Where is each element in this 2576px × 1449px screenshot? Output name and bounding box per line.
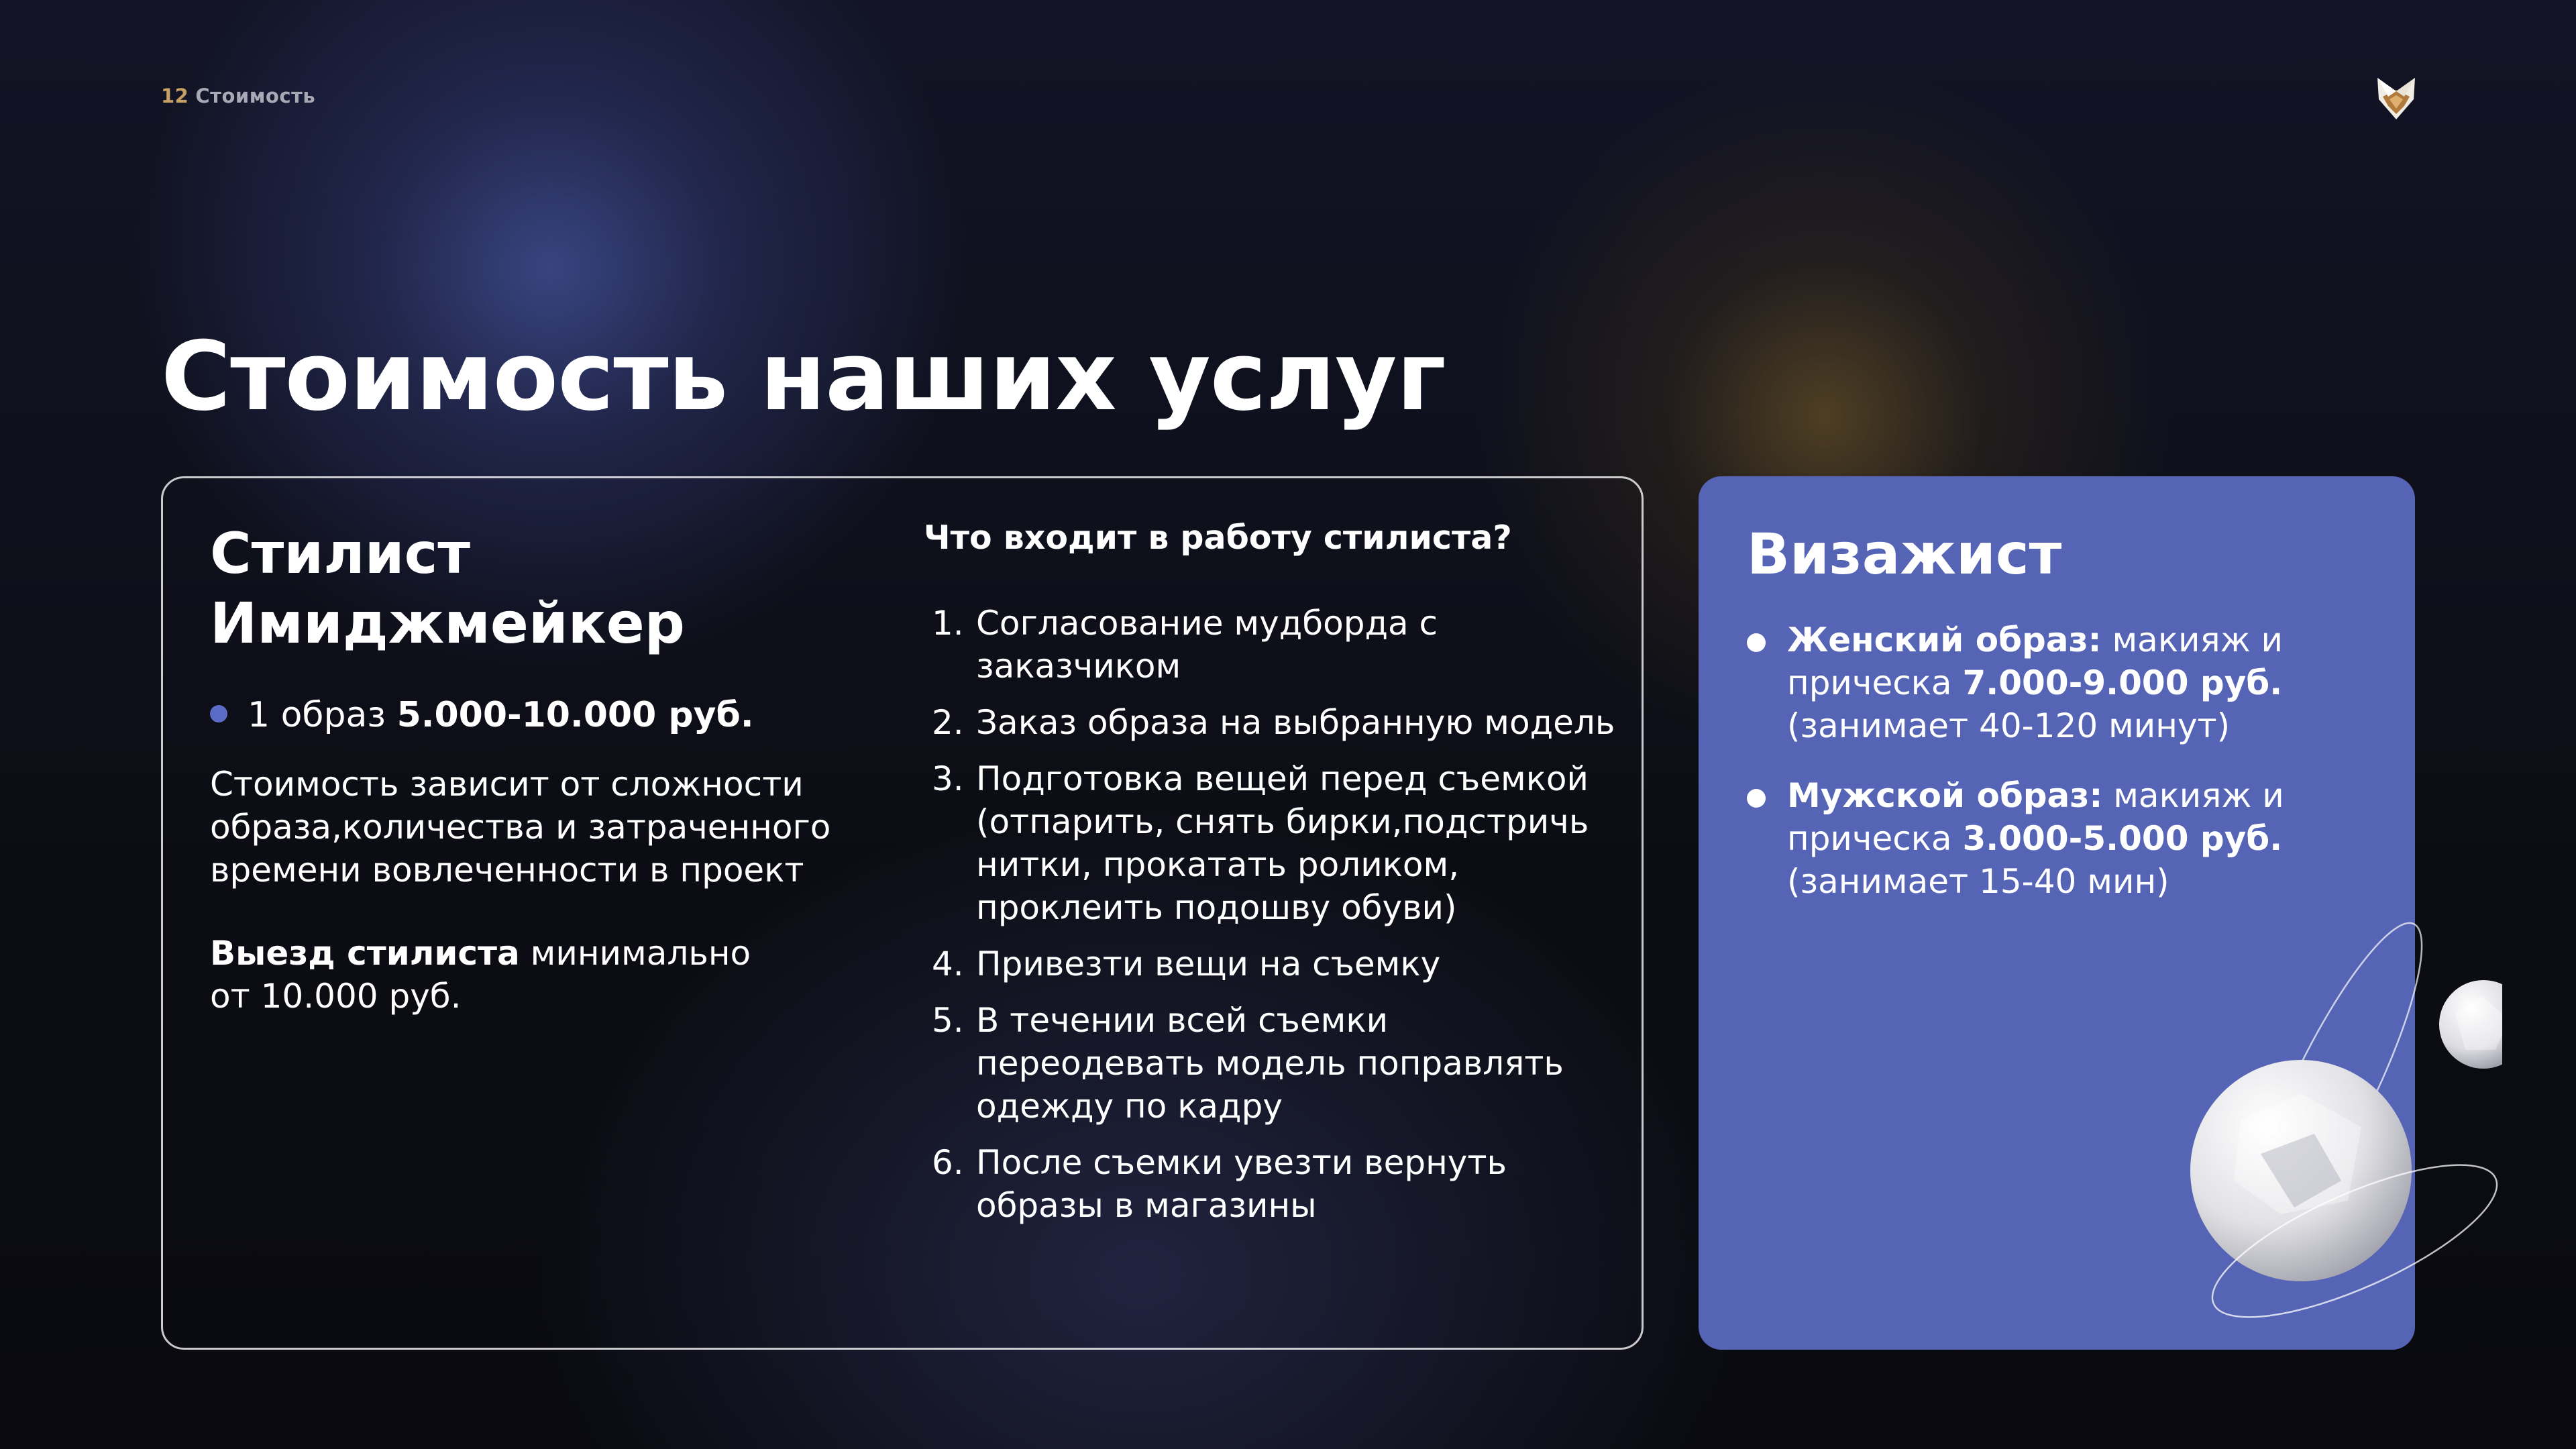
- visagiste-item-text: макияж и прическа: [1787, 621, 2284, 702]
- visagiste-card: [1699, 476, 2415, 1350]
- task-number: 2.: [932, 703, 964, 742]
- task-text: Согласование мудборда с заказчиком: [976, 604, 1438, 686]
- task-text: Подготовка вещей перед съемкой (отпарить, снять бирки,подстричь нитки, прокатать роликом, проклеить подошву обуви): [976, 759, 1589, 927]
- task-text: Привезти вещи на съемку: [976, 945, 1441, 983]
- stylist-heading-line1: Стилист: [210, 521, 471, 586]
- task-text: После съемки увезти вернуть образы в магазины: [976, 1143, 1507, 1225]
- fox-logo-icon: [2376, 76, 2416, 121]
- bullet-dot-icon: [1747, 789, 1766, 808]
- stylist-heading: [210, 519, 685, 658]
- tasks-title: Что входит в работу стилиста?: [924, 519, 1512, 557]
- visagiste-list: [1747, 619, 2371, 930]
- task-text: В течении всей съемки переодевать модель поправлять одежду по кадру: [976, 1001, 1564, 1126]
- stylist-price-prefix: 1 образ: [248, 695, 397, 735]
- visagiste-item-duration: (занимает 40-120 минут): [1787, 706, 2231, 745]
- visagiste-item-price: 7.000-9.000 руб.: [1962, 663, 2283, 702]
- bullet-dot-icon: [1747, 633, 1766, 652]
- task-number: 1.: [932, 604, 964, 643]
- visagiste-heading: Визажист: [1747, 521, 2062, 587]
- stylist-dependency-note: Стоимость зависит от сложности образа,количества и затраченного времени вовлеченности в проект: [210, 765, 831, 890]
- stylist-trip-label: Выезд стилиста: [210, 934, 520, 973]
- stylist-heading-line2: Имиджмейкер: [210, 590, 685, 656]
- stylist-card: [161, 476, 1644, 1350]
- page-number: 12: [161, 85, 189, 107]
- visagiste-item-label: Женский образ:: [1787, 621, 2102, 659]
- task-number: 4.: [932, 945, 964, 983]
- stylist-trip-note: [210, 932, 894, 1018]
- stylist-price-value: 5.000-10.000 руб.: [396, 695, 754, 735]
- stylist-trip-suffix: минимально: [519, 934, 751, 973]
- stylist-trip-price: от 10.000 руб.: [210, 977, 462, 1016]
- task-item: [924, 999, 1621, 1128]
- task-item: [924, 701, 1621, 744]
- stylist-price: [210, 693, 754, 737]
- visagiste-item-price: 3.000-5.000 руб.: [1962, 819, 2283, 858]
- visagiste-item-female: [1747, 619, 2371, 747]
- bullet-dot-icon: [210, 705, 227, 722]
- task-item: [924, 1141, 1621, 1227]
- visagiste-item-duration: (занимает 15-40 мин): [1787, 862, 2169, 901]
- task-item: [924, 602, 1621, 688]
- page-title: Стоимость наших услуг: [161, 321, 1446, 432]
- slide-header: [161, 85, 315, 107]
- visagiste-item-label: Мужской образ:: [1787, 776, 2103, 815]
- task-item: [924, 943, 1621, 985]
- task-number: 3.: [932, 759, 964, 798]
- visagiste-item-male: [1747, 774, 2371, 903]
- task-text: Заказ образа на выбранную модель: [976, 703, 1615, 742]
- task-number: 5.: [932, 1001, 964, 1040]
- visagiste-item-text: макияж и прическа: [1787, 776, 2284, 858]
- section-label: Стоимость: [195, 85, 316, 107]
- task-item: [924, 757, 1621, 929]
- task-number: 6.: [932, 1143, 964, 1182]
- tasks-list: [924, 602, 1621, 1240]
